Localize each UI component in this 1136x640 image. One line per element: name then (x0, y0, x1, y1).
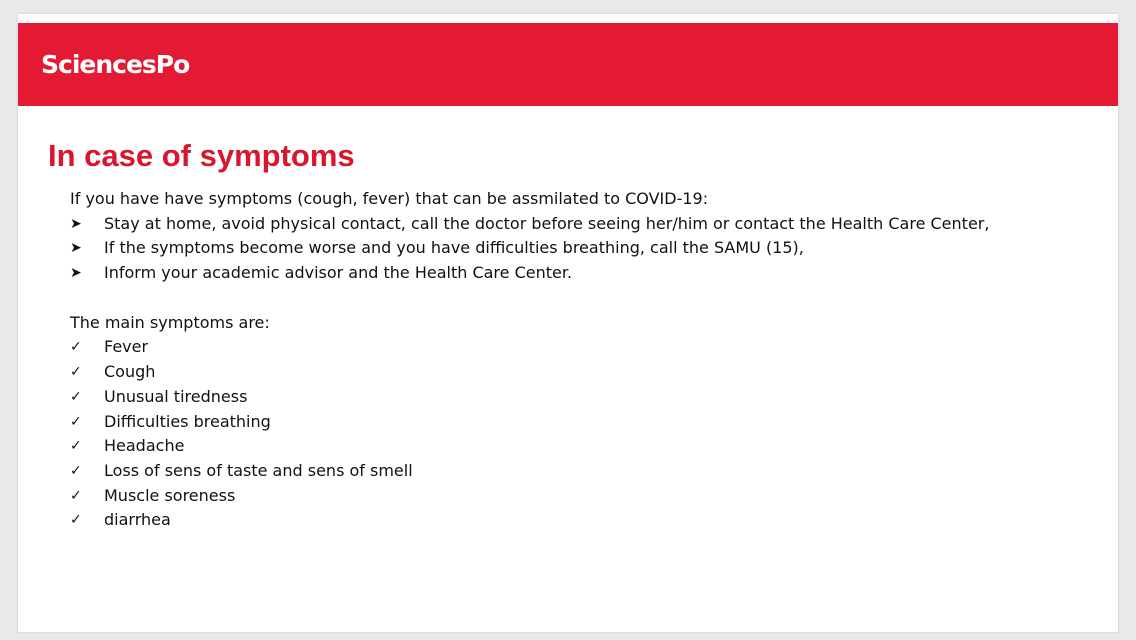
slide (18, 14, 1118, 632)
symptom-item-text: Loss of sens of taste and sens of smell (104, 460, 413, 480)
checkmark-icon: ✓ (70, 487, 82, 504)
checkmark-icon: ✓ (70, 364, 82, 381)
symptom-item-text: Headache (104, 436, 185, 456)
action-item (70, 212, 1100, 237)
symptom-item (70, 335, 1100, 360)
symptom-item-text: Cough (104, 362, 156, 382)
symptom-item (70, 385, 1100, 410)
symptom-item (70, 434, 1100, 459)
action-item-text: Stay at home, avoid physical contact, call the doctor before seeing her/him or contact the Health Care Center, (104, 213, 990, 233)
checkmark-icon: ✓ (70, 438, 82, 455)
symptoms-intro: The main symptoms are: (70, 312, 270, 332)
symptom-item (70, 508, 1100, 533)
action-item (70, 261, 1100, 286)
symptom-item-text: diarrhea (104, 510, 171, 530)
arrow-bullet-icon: ➤ (70, 215, 82, 232)
symptom-item (70, 360, 1100, 385)
header-banner (18, 23, 1118, 106)
symptom-item-text: Difficulties breathing (104, 411, 271, 431)
action-item-text: Inform your academic advisor and the Health Care Center. (104, 263, 573, 283)
arrow-bullet-icon: ➤ (70, 240, 82, 257)
slide-body (70, 187, 1100, 533)
action-item-text: If the symptoms become worse and you have difficulties breathing, call the SAMU (15), (104, 238, 804, 258)
spacer (70, 286, 1100, 311)
symptom-item (70, 459, 1100, 484)
symptom-item (70, 410, 1100, 435)
checkmark-icon: ✓ (70, 512, 82, 529)
symptom-item-text: Unusual tiredness (104, 386, 248, 406)
page-title: In case of symptoms (48, 138, 355, 173)
checkmark-icon: ✓ (70, 462, 82, 479)
symptom-item (70, 484, 1100, 509)
checkmark-icon: ✓ (70, 413, 82, 430)
sciencespo-logo: SciencesPo (41, 50, 190, 79)
checkmark-icon: ✓ (70, 388, 82, 405)
intro-text: If you have have symptoms (cough, fever) that can be assmilated to COVID-19: (70, 189, 709, 208)
action-item (70, 236, 1100, 261)
checkmark-icon: ✓ (70, 339, 82, 356)
arrow-bullet-icon: ➤ (70, 265, 82, 282)
symptom-item-text: Muscle soreness (104, 485, 236, 505)
symptom-item-text: Fever (104, 337, 149, 357)
